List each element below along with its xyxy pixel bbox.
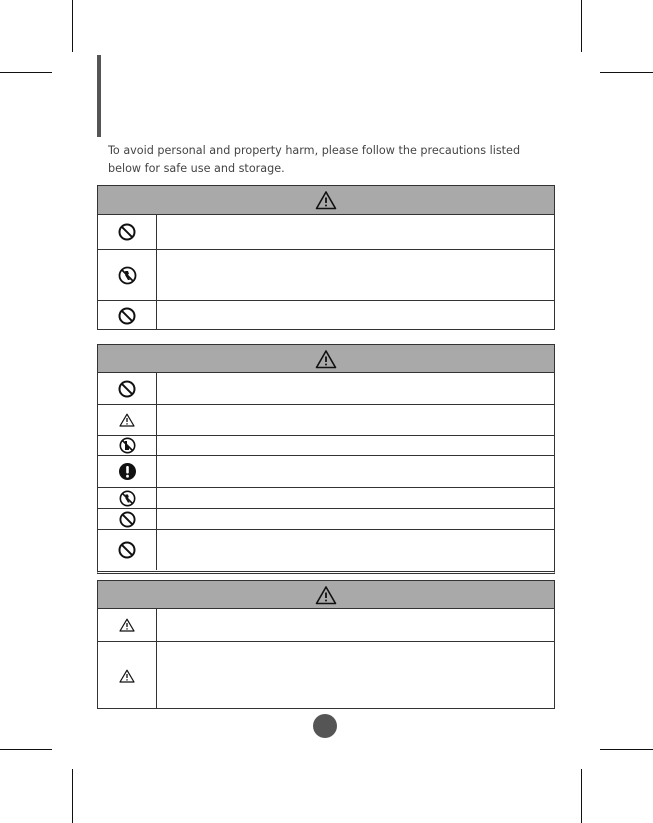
table-row [98, 456, 554, 488]
title-accent-bar [97, 55, 101, 137]
do-not-disassemble-icon [119, 490, 136, 507]
caution-triangle-icon [119, 669, 135, 683]
table-row [98, 405, 554, 436]
prohibited-icon [118, 223, 136, 241]
prohibited-icon [118, 307, 136, 325]
table-row [98, 530, 554, 570]
row-text [157, 609, 554, 641]
table-row [98, 642, 554, 709]
section-header [98, 186, 554, 215]
prohibited-icon [118, 541, 136, 559]
table-row [98, 509, 554, 530]
crop-mark [600, 749, 653, 750]
row-text [157, 215, 554, 249]
crop-mark [0, 72, 52, 73]
row-text [157, 405, 554, 435]
table-row [98, 215, 554, 250]
row-text [157, 436, 554, 455]
row-text [157, 373, 554, 404]
warning-triangle-icon [315, 585, 337, 605]
prohibited-icon [118, 380, 136, 398]
table-row [98, 488, 554, 509]
table-row [98, 373, 554, 405]
row-text [157, 642, 554, 709]
table-row [98, 301, 554, 330]
mandatory-exclamation-icon [118, 462, 137, 481]
intro-line: To avoid personal and property harm, please follow the precautions listed [108, 144, 521, 157]
crop-mark [72, 769, 73, 823]
warning-triangle-icon [315, 349, 337, 369]
page-number-badge [313, 714, 337, 738]
no-wet-hands-icon [119, 437, 136, 454]
caution-triangle-icon [119, 618, 135, 632]
row-text [157, 530, 554, 570]
row-text [157, 250, 554, 300]
section-header [98, 345, 554, 373]
table-row [98, 609, 554, 642]
table-row [98, 436, 554, 456]
intro-text [108, 142, 548, 178]
crop-mark [581, 0, 582, 52]
prohibited-icon [119, 511, 136, 528]
row-text [157, 509, 554, 529]
row-text [157, 301, 554, 330]
row-text [157, 456, 554, 487]
caution-section [97, 580, 555, 709]
crop-mark [600, 72, 653, 73]
caution-triangle-icon [119, 413, 135, 427]
row-text [157, 488, 554, 508]
warning-triangle-icon [315, 190, 337, 210]
section-header [98, 581, 554, 609]
crop-mark [581, 769, 582, 823]
danger-section [97, 185, 555, 330]
crop-mark [72, 0, 73, 52]
warning-section [97, 344, 555, 574]
crop-mark [0, 749, 52, 750]
table-row [98, 250, 554, 301]
intro-line: below for safe use and storage. [108, 162, 285, 175]
do-not-disassemble-icon [118, 266, 137, 285]
